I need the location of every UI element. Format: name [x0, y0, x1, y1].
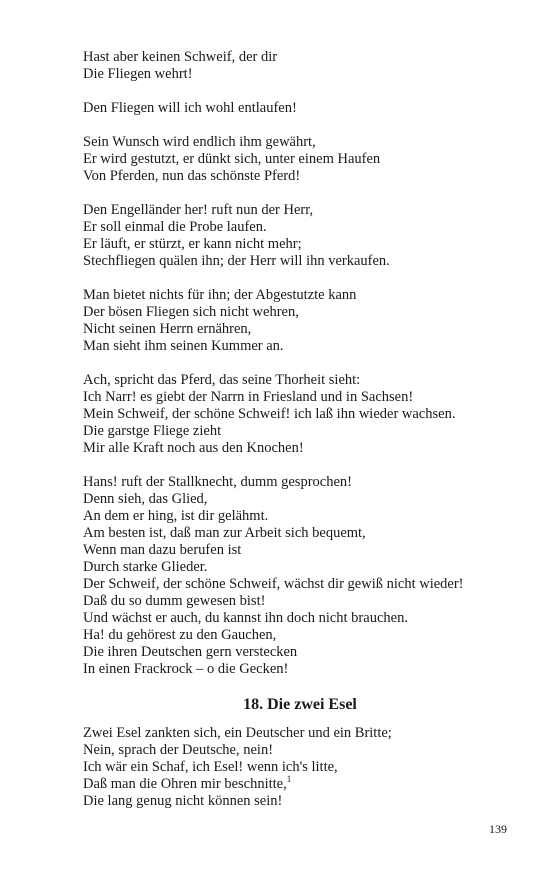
verse-line: In einen Frackrock – o die Gecken! — [83, 661, 289, 677]
stanza — [83, 49, 523, 83]
verse-line: Man bietet nichts für ihn; der Abgestutzte kann — [83, 287, 357, 303]
verse-line: Nein, sprach der Deutsche, nein! — [83, 742, 274, 758]
verse-line: Ich Narr! es giebt der Narrn in Friesland und in Sachsen! — [83, 389, 414, 405]
poem-heading: 18. Die zwei Esel — [243, 696, 357, 713]
verse-line: Von Pferden, nun das schönste Pferd! — [83, 168, 301, 184]
verse-line: An dem er hing, ist dir gelähmt. — [83, 508, 269, 524]
verse-line: Ach, spricht das Pferd, das seine Thorheit sieht: — [83, 372, 361, 388]
verse-line: Die ihren Deutschen gern verstecken — [83, 644, 298, 660]
verse-line: Den Fliegen will ich wohl entlaufen! — [83, 100, 297, 116]
verse-line: Hans! ruft der Stallknecht, dumm gesprochen! — [83, 474, 352, 490]
verse-line: Den Engelländer her! ruft nun der Herr, — [83, 202, 314, 218]
verse-line: Er läuft, er stürzt, er kann nicht mehr; — [83, 236, 302, 252]
verse-line: Denn sieh, das Glied, — [83, 491, 208, 507]
poem-page — [83, 49, 523, 827]
verse-line-text: Daß man die Ohren mir beschnitte, — [83, 776, 287, 792]
verse-line: Der bösen Fliegen sich nicht wehren, — [83, 304, 299, 320]
verse-line: Die lang genug nicht können sein! — [83, 793, 283, 809]
page-number: 139 — [489, 822, 507, 836]
verse-line — [83, 776, 523, 793]
stanza — [83, 725, 523, 810]
verse-line: Nicht seinen Herrn ernähren, — [83, 321, 252, 337]
verse-line: Er wird gestutzt, er dünkt sich, unter einem Haufen — [83, 151, 381, 167]
stanza — [83, 287, 523, 355]
verse-line: Und wächst er auch, du kannst ihn doch nicht brauchen. — [83, 610, 408, 626]
verse-line: Die garstge Fliege zieht — [83, 423, 222, 439]
verse-line: Wenn man dazu berufen ist — [83, 542, 242, 558]
verse-line: Am besten ist, daß man zur Arbeit sich bequemt, — [83, 525, 366, 541]
verse-line: Der Schweif, der schöne Schweif, wächst dir gewiß nicht wieder! — [83, 576, 464, 592]
verse-line: Zwei Esel zankten sich, ein Deutscher und ein Britte; — [83, 725, 392, 741]
stanza — [83, 134, 523, 185]
footnote-mark[interactable]: 1 — [286, 774, 292, 785]
verse-line: Er soll einmal die Probe laufen. — [83, 219, 267, 235]
verse-line: Die Fliegen wehrt! — [83, 66, 193, 82]
verse-line: Mein Schweif, der schöne Schweif! ich laß ihn wieder wachsen. — [83, 406, 456, 422]
poem-part-one — [83, 49, 523, 678]
stanza — [83, 100, 523, 117]
stanza — [83, 474, 523, 678]
verse-line: Ha! du gehörest zu den Gauchen, — [83, 627, 277, 643]
stanza — [83, 372, 523, 457]
stanza — [83, 202, 523, 270]
verse-line: Daß du so dumm gewesen bist! — [83, 593, 266, 609]
verse-line: Ich wär ein Schaf, ich Esel! wenn ich's litte, — [83, 759, 338, 775]
verse-line: Sein Wunsch wird endlich ihm gewährt, — [83, 134, 316, 150]
verse-line: Durch starke Glieder. — [83, 559, 208, 575]
verse-line: Man sieht ihm seinen Kummer an. — [83, 338, 284, 354]
verse-line: Mir alle Kraft noch aus den Knochen! — [83, 440, 304, 456]
verse-line: Stechfliegen quälen ihn; der Herr will ihn verkaufen. — [83, 253, 390, 269]
verse-line: Hast aber keinen Schweif, der dir — [83, 49, 278, 65]
